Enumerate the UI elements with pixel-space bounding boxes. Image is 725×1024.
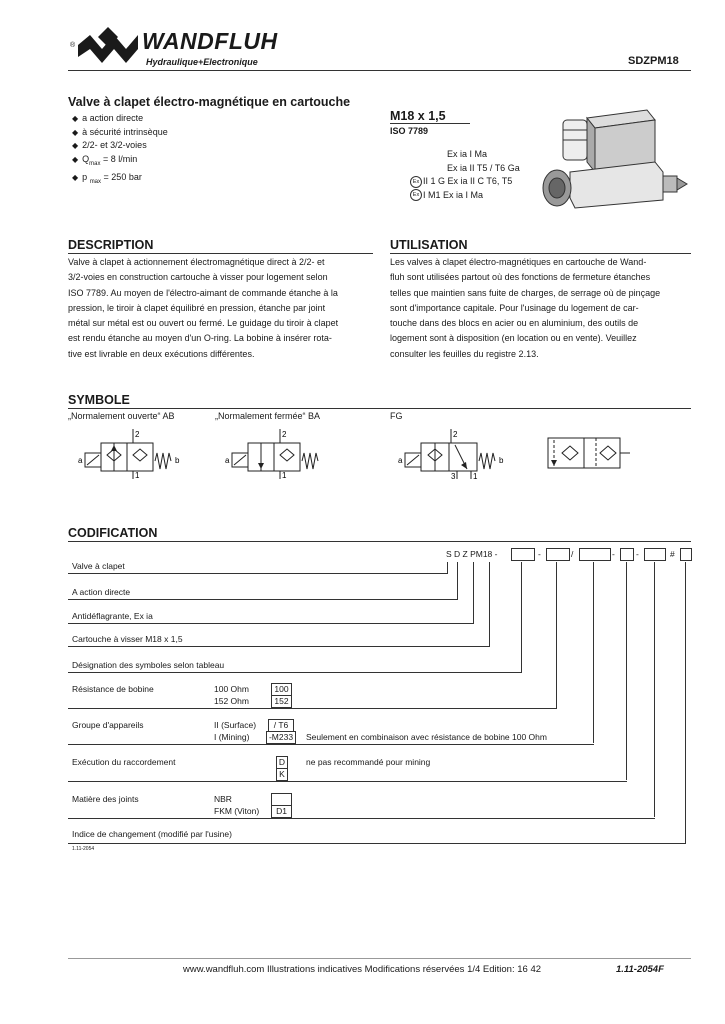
valve-product-image (535, 100, 695, 215)
joints-label: Matière des joints (72, 794, 139, 804)
groupe-code: / T6 (268, 719, 294, 732)
feature-item-q: ◆ $Q_{max} = 8$ l/min (72, 153, 168, 171)
ex-mark-icon: Ex (410, 189, 422, 201)
symbol-label-ab: „Normalement ouverte“ AB (68, 411, 175, 421)
symbole-heading: SYMBOLE (68, 393, 130, 407)
brand-subtitle: Hydraulique+Electronique (146, 57, 258, 67)
raccord-code: D (276, 756, 288, 769)
footer-text: www.wandfluh.com Illustrations indicatives Modifications réservées 1/4 Edition: 16 42 (183, 964, 542, 975)
symbole-rule (68, 408, 691, 409)
port-3-label: 3 (451, 472, 456, 481)
codif-row-line (68, 646, 490, 647)
codif-row-line (68, 744, 594, 745)
bobine-option: 100 Ohm (214, 684, 249, 694)
connector (556, 562, 557, 709)
codif-row-line (68, 599, 458, 600)
bobine-code: 152 (271, 695, 292, 708)
product-title: Valve à clapet électro-magnétique en cartouche (68, 95, 351, 109)
footer-doc-number: 1.11-2054F (616, 964, 664, 975)
port-1-label: 1 (473, 472, 478, 481)
connector (457, 562, 458, 600)
brand-name: WANDFLUH (142, 28, 278, 54)
feature-item: ◆ à sécurité intrinsèque (72, 126, 168, 140)
raccord-label: Exécution du raccordement (72, 757, 176, 767)
raccord-note: ne pas recommandé pour mining (306, 757, 431, 767)
code-box-symbol (511, 548, 535, 561)
utilisation-text: Les valves à clapet électro-magnétiques en cartouche de Wand- fluh sont utilisées partout où des fonctions de fermeture étanches telles que maintien sans fuite de charges, de serrage où de pinçage sont d'importance capitale. Pour l'usinage du logement de car- touche dans des blocs en acier ou en aluminium, des outils de logement sont à disposition (en location ou en vente). Veuillez consulter les feuilles du registre 2.13. (390, 257, 661, 359)
groupe-note: Seulement en combinaison avec résistance de bobine 100 Ohm (306, 732, 547, 742)
cert-line: Ex ia I Ma (447, 149, 488, 159)
code-hash: # (670, 549, 675, 559)
port-a-label: a (398, 456, 403, 465)
code-sep-dash: - (612, 549, 615, 559)
codif-row-line (68, 781, 627, 782)
codif-row-line (68, 573, 448, 574)
code-prefix: S D Z PM18 - (446, 549, 498, 559)
cert-list (447, 148, 520, 175)
codif-row-line (68, 623, 474, 624)
code-sep-dash: - (636, 549, 639, 559)
codification-rule (68, 541, 691, 542)
connector (473, 562, 474, 624)
code-sep-dash: - (538, 549, 541, 559)
groupe-option: II (Surface) (214, 720, 257, 730)
cert-line: Ex ia II T5 / T6 Ga (447, 162, 520, 173)
connector (447, 562, 448, 574)
iso-standard: ISO 7789 (390, 126, 429, 136)
bobine-code: 100 (271, 683, 292, 696)
port-a-label: a (78, 456, 83, 465)
utilisation-rule (390, 253, 691, 254)
header-rule (68, 70, 691, 71)
indice-label: Indice de changement (modifié par l'usine) (72, 829, 232, 839)
hydraulic-symbol-variant (540, 432, 635, 477)
doc-code: SDZPM18 (628, 55, 679, 67)
atex-line: Ex II 1 G Ex ia II C T6, T5 (410, 175, 512, 189)
feature-item-p: ◆ p $_{max}$ = 250 bar (72, 171, 168, 189)
codif-row: Cartouche à visser M18 x 1,5 (72, 634, 183, 644)
thread-size: M18 x 1,5 (390, 109, 446, 123)
footer-rule (68, 958, 691, 959)
port-2-label: 2 (282, 430, 287, 439)
hydraulic-symbol-ba (222, 425, 337, 480)
groupe-label: Groupe d'appareils (72, 720, 144, 730)
joints-option: NBR (214, 794, 232, 804)
thread-underline (390, 123, 470, 124)
description-text: Valve à clapet à actionnement électromagnétique direct à 2/2- et 3/2-voies en construction cartouche à visser pour logement selon ISO 7789. Au moyen de l'électro-aimant de commande étanche à la pression, le tiroir à clapet équilibré en pression, étanche par joint métal sur métal est ou ouvert ou fermé. Le guidage du tiroir à clapet est rendu étanche au moyen d'un O-ring. La bobine à insérer rota- tive est livrable en deux exécutions différentes. (68, 257, 339, 359)
port-1-label: 1 (135, 471, 140, 480)
bobine-option: 152 Ohm (214, 696, 249, 706)
connector (685, 562, 686, 843)
hydraulic-symbol-fg (395, 425, 515, 482)
atex-list (410, 175, 512, 202)
bobine-label: Résistance de bobine (72, 684, 154, 694)
ex-mark-icon: Ex (410, 176, 422, 188)
joints-code: D1 (271, 805, 292, 818)
code-box-groupe (579, 548, 611, 561)
port-2-label: 2 (453, 430, 458, 439)
symbol-label-fg: FG (390, 411, 403, 421)
feature-item: ◆ a action directe (72, 112, 168, 126)
symbol-label-ba: „Normalement fermée“ BA (215, 411, 321, 421)
hydraulic-symbol-ab (75, 425, 190, 480)
codif-row-line (68, 843, 686, 844)
port-b-label: b (175, 456, 180, 465)
atex-line: Ex I M1 Ex ia I Ma (410, 189, 512, 203)
feature-list (72, 112, 168, 189)
description-heading: DESCRIPTION (68, 238, 154, 252)
wandfluh-logo-icon (78, 27, 140, 71)
port-2-label: 2 (135, 430, 140, 439)
utilisation-heading: UTILISATION (390, 238, 468, 252)
reference-small: 1.11-2054 (72, 846, 95, 852)
codif-row: Antidéflagrante, Ex ia (72, 611, 153, 621)
connector (489, 562, 490, 647)
feature-item: ◆ 2/2- et 3/2-voies (72, 139, 168, 153)
codif-row-line (68, 708, 557, 709)
code-box-indice (680, 548, 692, 561)
connector (593, 562, 594, 743)
code-sep-slash: / (571, 549, 574, 559)
codif-row: Désignation des symboles selon tableau (72, 660, 225, 670)
connector (654, 562, 655, 817)
codif-row-line (68, 672, 522, 673)
codif-row: A action directe (72, 587, 131, 597)
description-rule (68, 253, 373, 254)
code-box-raccord (620, 548, 634, 561)
codif-row: Valve à clapet (72, 561, 125, 571)
connector (521, 562, 522, 673)
port-a-label: a (225, 456, 230, 465)
groupe-code: -M233 (266, 731, 296, 744)
raccord-code: K (276, 768, 288, 781)
codification-heading: CODIFICATION (68, 526, 158, 540)
code-box-joints (644, 548, 666, 561)
port-b-label: b (499, 456, 504, 465)
codif-row-line (68, 818, 655, 819)
groupe-option: I (Mining) (214, 732, 250, 742)
connector (626, 562, 627, 780)
registered-mark: ® (70, 42, 76, 49)
joints-option: FKM (Viton) (214, 806, 260, 816)
code-box-bobine (546, 548, 570, 561)
port-1-label: 1 (282, 471, 287, 480)
